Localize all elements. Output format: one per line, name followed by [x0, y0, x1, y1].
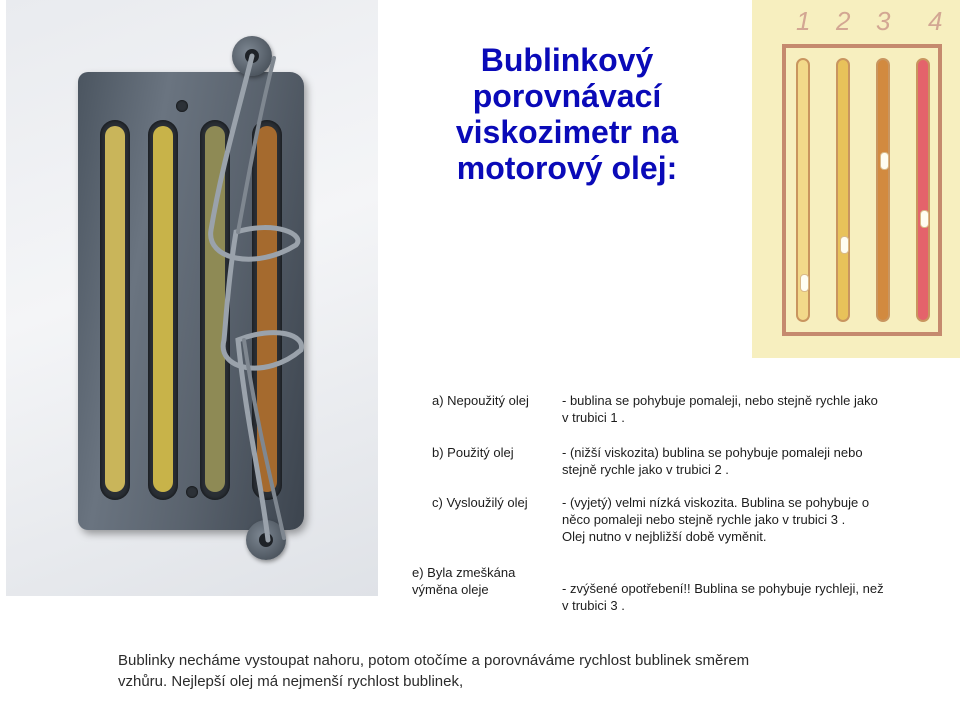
reference-tube-3 [876, 58, 890, 322]
title-line: Bublinkový [480, 42, 654, 78]
wire-clip [6, 0, 378, 596]
bubble-icon [800, 274, 809, 292]
legend-label: a) Nepoužitý olej [432, 393, 529, 408]
tube-number: 2 [836, 6, 851, 36]
bubble-icon [840, 236, 849, 254]
page-title [452, 42, 682, 186]
tube-number: 4 [928, 6, 943, 36]
legend-desc: - (nižší viskozita) bublina se pohybuje pomaleji nebo stejně rychle jako v trubici 2 . [562, 445, 863, 477]
legend-desc: - zvýšené opotřebení!! Bublina se pohybuje rychleji, než v trubici 3 . [562, 581, 884, 613]
reference-tube-4 [916, 58, 930, 322]
legend-label: b) Použitý olej [432, 445, 514, 460]
reference-tube-2 [836, 58, 850, 322]
tube-frame [782, 44, 942, 336]
title-line: viskozimetr na [455, 114, 679, 150]
tube-number: 3 [876, 6, 891, 36]
bubble-icon [920, 210, 929, 228]
reference-tubes-photo [752, 0, 960, 358]
legend-label: c) Vysloužilý olej [432, 495, 528, 510]
legend-desc: - (vyjetý) velmi nízká viskozita. Bublina se pohybuje o něco pomaleji nebo stejně rychle jako v trubici 3 . Olej nutno v nejbližší době vyměnit. [562, 495, 870, 544]
tube-number: 1 [796, 6, 811, 36]
legend-label: e) Byla zmeškána výměna oleje [412, 565, 516, 597]
bubble-icon [880, 152, 889, 170]
legend-desc: - bublina se pohybuje pomaleji, nebo stejně rychle jako v trubici 1 . [562, 393, 878, 425]
reference-tube-1 [796, 58, 810, 322]
viscometer-photo [6, 0, 378, 596]
title-line: porovnávací [472, 78, 662, 114]
footer-note: Bublinky necháme vystoupat nahoru, potom otočíme a porovnáváme rychlost bublinek směrem vzhůru. Nejlepší olej má nejmenší rychlost bublinek, [118, 652, 750, 690]
title-line: motorový olej: [456, 150, 678, 186]
